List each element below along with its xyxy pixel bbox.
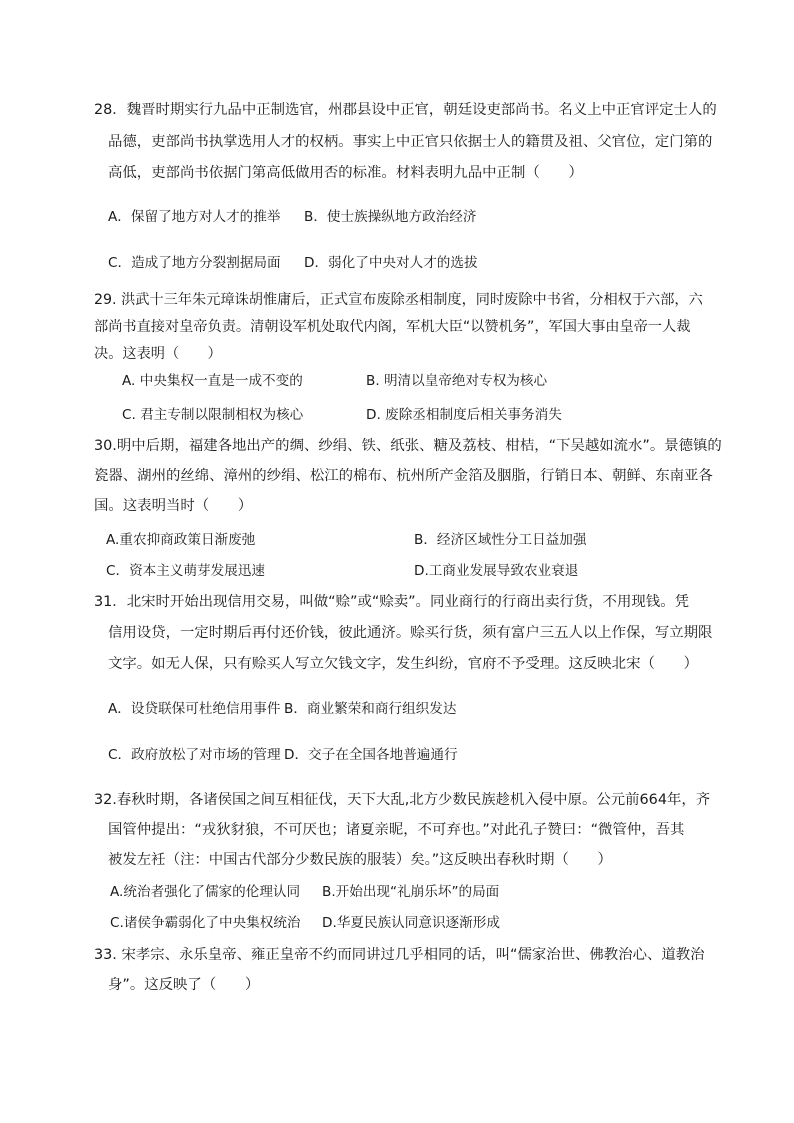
question-text-line: 31．北宋时开始出现信用交易，叫做“赊”或“赊卖”。同业商行的行商出卖行货，不用现钱。凭	[94, 594, 689, 610]
question-text-line: 被发左衽（注：中国古代部分少数民族的服装）矣。”这反映出春秋时期（ ）	[108, 852, 612, 868]
option-b[interactable]: B．使士族操纵地方政治经济	[304, 209, 477, 225]
option-c[interactable]: C．资本主义萌芽发展迅速	[106, 563, 266, 579]
question-text-line: 28．魏晋时期实行九品中正制选官，州郡县设中正官，朝廷设吏部尚书。名义上中正官评定士人的	[94, 102, 717, 118]
option-d[interactable]: D．弱化了中央对人才的选拔	[304, 255, 478, 271]
option-a[interactable]: A.重农抑商政策日渐废弛	[106, 532, 256, 548]
question-text-line: 身”。这反映了（ ）	[108, 977, 260, 993]
question-text-line: 文字。如无人保，只有赊买人写立欠钱文字，发生纠纷，官府不予受理。这反映北宋（ ）	[108, 656, 699, 672]
option-b[interactable]: B.开始出现“礼崩乐坏”的局面	[322, 884, 500, 900]
question-text-line: 30.明中后期，福建各地出产的绸、纱绢、铁、纸张、糖及荔枝、柑桔，“下吴越如流水”。景德镇的	[94, 438, 722, 454]
option-a[interactable]: A. 中央集权一直是一成不变的	[122, 373, 303, 389]
option-d[interactable]: D．交子在全国各地普遍通行	[284, 747, 458, 763]
option-b[interactable]: B．商业繁荣和商行组织发达	[284, 701, 457, 717]
question-text-line: 高低，吏部尚书依据门第高低做用否的标准。材料表明九品中正制（ ）	[108, 165, 583, 181]
option-c[interactable]: C．造成了地方分裂割据局面	[108, 255, 281, 271]
question-text-line: 品德，吏部尚书执掌选用人才的权柄。事实上中正官只依据士人的籍贯及祖、父官位，定门第的	[108, 134, 713, 150]
question-text-line: 国。这表明当时（ ）	[94, 498, 253, 514]
option-a[interactable]: A．设贷联保可杜绝信用事件	[108, 701, 281, 717]
option-c[interactable]: C.诸侯争霸弱化了中央集权统治	[110, 915, 301, 931]
option-a[interactable]: A.统治者强化了儒家的伦理认同	[110, 884, 301, 900]
option-d[interactable]: D.华夏民族认同意识逐渐形成	[322, 915, 500, 931]
question-text-line: 29. 洪武十三年朱元璋诛胡惟庸后，正式宣布废除丞相制度，同时废除中书省，分相权于六部，六	[94, 292, 703, 308]
question-text-line: 32.春秋时期，各诸侯国之间互相征伐，天下大乱,北方少数民族趁机入侵中原。公元前664年，齐	[94, 792, 711, 808]
option-d[interactable]: D. 废除丞相制度后相关事务消失	[366, 407, 562, 423]
option-c[interactable]: C．政府放松了对市场的管理	[108, 747, 281, 763]
option-b[interactable]: B. 明清以皇帝绝对专权为核心	[366, 373, 548, 389]
question-text-line: 瓷器、湖州的丝绵、漳州的纱绢、松江的棉布、杭州所产金箔及胭脂，行销日本、朝鲜、东南亚各	[94, 468, 713, 484]
question-text-line: 国管仲提出：“戎狄豺狼，不可厌也；诸夏亲昵，不可弃也。”对此孔子赞曰：“微管仲，吾其	[108, 822, 685, 838]
question-text-line: 信用设贷，一定时期后再付还价钱，彼此通济。赊买行货，须有富户三五人以上作保，写立期限	[108, 625, 713, 641]
question-text-line: 33. 宋孝宗、永乐皇帝、雍正皇帝不约而同讲过几乎相同的话，叫“儒家治世、佛教治心、道教治	[94, 947, 705, 963]
option-c[interactable]: C. 君主专制以限制相权为核心	[122, 407, 304, 423]
option-d[interactable]: D.工商业发展导致农业衰退	[414, 563, 579, 579]
option-a[interactable]: A．保留了地方对人才的推举	[108, 209, 281, 225]
question-text-line: 部尚书直接对皇帝负责。清朝设军机处取代内阁，军机大臣“以赞机务”，军国大事由皇帝一人裁	[94, 319, 691, 335]
option-b[interactable]: B．经济区域性分工日益加强	[414, 532, 587, 548]
question-text-line: 决。这表明（ ）	[94, 346, 222, 362]
